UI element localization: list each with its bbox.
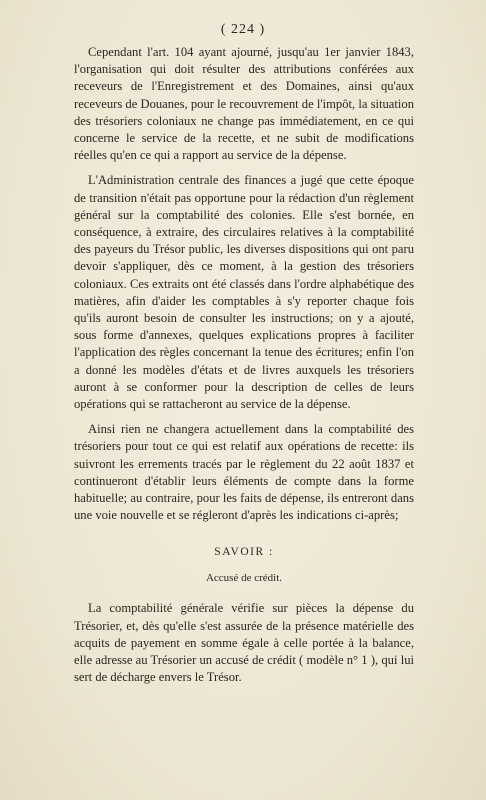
section-subheading: Accusé de crédit. (205, 572, 283, 585)
body-text (74, 44, 414, 687)
paragraph-1: Cependant l'art. 104 ayant ajourné, jusqu'au 1er janvier 1843, l'organisation qui doit résulter des attributions conférées aux receveurs de l'Enregistrement et des Domaines, ainsi qu'aux receveurs de Douanes, pour le recouvrement de l'impôt, la situation des trésoriers coloniaux ne change pas immédiatement, en ce qui concerne le service de la recette, et ne subit de modifications réelles qu'en ce qui a rapport au service de la dépense. (74, 45, 414, 163)
paragraph-2: L'Administration centrale des finances a jugé que cette époque de transition n'était pas opportune pour la rédaction d'un règlement général sur la comptabilité des colonies. Elle s'est bornée, en conséquence, à extraire, des circulaires relatives à la comptabilité des payeurs du Trésor public, les diverses dispositions qui ont paru devoir s'appliquer, dès ce moment, à la gestion des trésoriers coloniaux. Ces extraits ont été classés dans l'ordre alphabétique des matières, afin d'aider les comptables à s'y reporter chaque fois qu'ils auront besoin de consulter les instructions; on y a ajouté, sous forme d'annexes, quelques explications propres à faciliter l'application des règles concernant la tenue des écritures; enfin l'on a donné les modèles d'états et de livres auxquels les trésoriers auront à se conformer pour la description de celles de leurs opérations qui se rattacheront au service de la dépense. (74, 173, 414, 412)
paragraph-3: Ainsi rien ne changera actuellement dans la comptabilité des trésoriers pour tout ce qui est relatif aux opérations de recette: ils suivront les errements tracés par le règlement du 22 août 1837 et continueront d'établir leurs éléments de compte dans la forme habituelle; au contraire, pour les faits de dépense, ils entreront dans une voie nouvelle et se régleront d'après les indications ci-après; (74, 422, 414, 523)
page-number: ( 224 ) (220, 22, 266, 37)
section-heading: SAVOIR : (214, 546, 274, 559)
paragraph-4: La comptabilité générale vérifie sur pièces la dépense du Trésorier, et, dès qu'elle s'est assurée de la présence matérielle des acquits de payement en somme égale à celle portée à la balance, elle adresse au Trésorier un accusé de crédit ( modèle n° 1 ), qui lui sert de décharge envers le Trésor. (74, 601, 414, 685)
